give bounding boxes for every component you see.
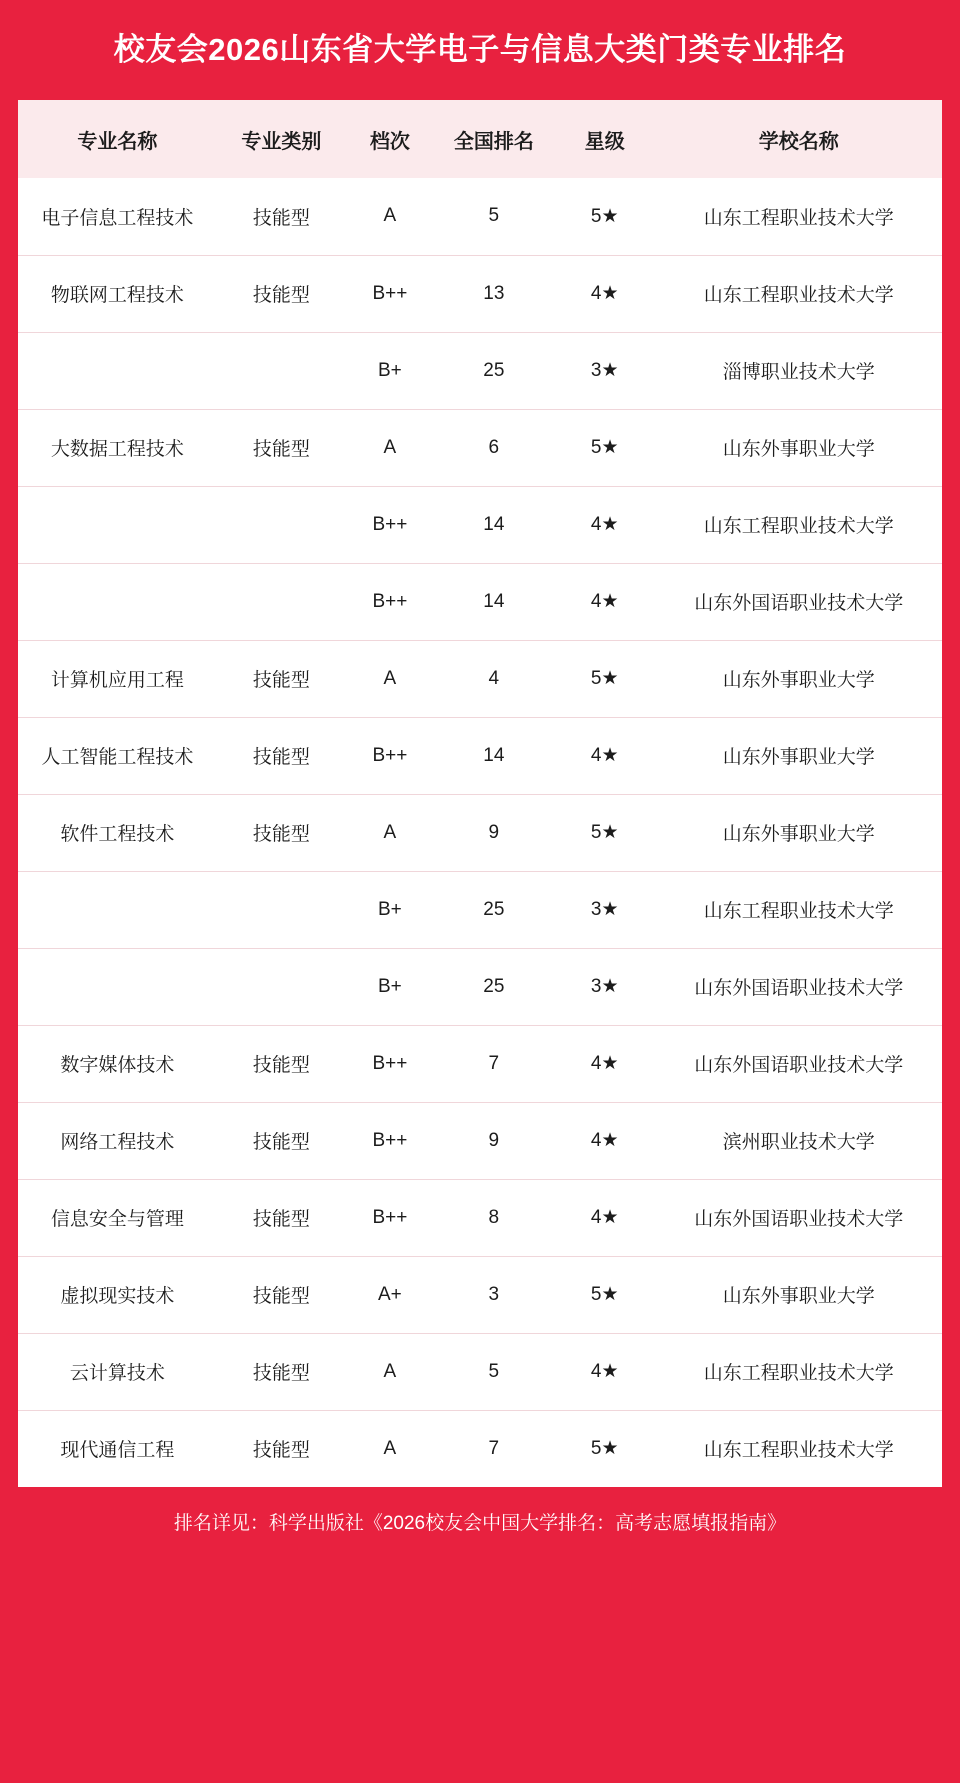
page-title-bar [0, 0, 960, 100]
cell-category [217, 332, 346, 409]
cell-category [217, 563, 346, 640]
table-row [18, 178, 942, 255]
cell-stars: 5★ [554, 794, 656, 871]
cell-grade: A [346, 640, 434, 717]
cell-school: 山东外事职业大学 [656, 717, 942, 794]
cell-school: 山东工程职业技术大学 [656, 1333, 942, 1410]
cell-school: 山东外国语职业技术大学 [656, 563, 942, 640]
cell-national-rank: 25 [434, 948, 554, 1025]
cell-national-rank: 9 [434, 794, 554, 871]
table-row [18, 409, 942, 486]
cell-national-rank: 25 [434, 871, 554, 948]
cell-major: 计算机应用工程 [18, 640, 217, 717]
cell-school: 山东外事职业大学 [656, 640, 942, 717]
column-header-category: 专业类别 [217, 100, 346, 178]
ranking-table [18, 100, 942, 1487]
cell-school: 淄博职业技术大学 [656, 332, 942, 409]
cell-grade: B+ [346, 332, 434, 409]
table-row [18, 794, 942, 871]
cell-grade: A [383, 1437, 397, 1459]
cell-major: 信息安全与管理 [18, 1179, 217, 1256]
column-header-national-rank: 全国排名 [434, 100, 554, 178]
cell-school: 山东工程职业技术大学 [656, 486, 942, 563]
cell-category: 技能型 [217, 1256, 346, 1333]
table-header [18, 100, 942, 178]
column-header-stars: 星级 [554, 100, 656, 178]
table-row [18, 717, 942, 794]
cell-stars: 4★ [554, 563, 656, 640]
cell-stars: 4★ [554, 486, 656, 563]
table-header-row [18, 100, 942, 178]
cell-category: 技能型 [217, 409, 346, 486]
cell-national-rank: 25 [434, 332, 554, 409]
cell-category [217, 871, 346, 948]
cell-school: 山东工程职业技术大学 [656, 255, 942, 332]
cell-category: 技能型 [217, 640, 346, 717]
cell-school: 山东外国语职业技术大学 [656, 1025, 942, 1102]
cell-stars: 3★ [554, 332, 656, 409]
footer-bar [0, 1487, 960, 1555]
column-header-major: 专业名称 [18, 100, 217, 178]
cell-national-rank: 14 [434, 563, 554, 640]
cell-grade: B+ [346, 948, 434, 1025]
table-row [18, 640, 942, 717]
cell-stars: 5★ [554, 1256, 656, 1333]
cell-stars: 4★ [554, 717, 656, 794]
cell-major: 网络工程技术 [18, 1102, 217, 1179]
cell-grade: B++ [346, 717, 434, 794]
cell-national-rank: 4 [434, 640, 554, 717]
column-header-grade: 档次 [346, 100, 434, 178]
cell-school: 山东工程职业技术大学 [703, 1440, 894, 1462]
table-row [18, 332, 942, 409]
cell-stars: 4★ [554, 1333, 656, 1410]
column-header-school: 学校名称 [656, 100, 942, 178]
cell-national-rank: 6 [434, 409, 554, 486]
cell-grade: A+ [346, 1256, 434, 1333]
cell-category: 技能型 [217, 1333, 346, 1410]
cell-grade: B++ [346, 1179, 434, 1256]
cell-stars: 5★ [554, 409, 656, 486]
cell-major: 现代通信工程 [60, 1440, 175, 1462]
table-row [18, 563, 942, 640]
cell-major: 物联网工程技术 [18, 255, 217, 332]
cell-school: 山东工程职业技术大学 [656, 871, 942, 948]
cell-national-rank: 9 [434, 1102, 554, 1179]
cell-stars: 4★ [554, 1179, 656, 1256]
cell-stars: 4★ [554, 255, 656, 332]
cell-major: 数字媒体技术 [18, 1025, 217, 1102]
cell-national-rank: 3 [434, 1256, 554, 1333]
cell-stars: 5★ [554, 178, 656, 255]
cell-major: 云计算技术 [18, 1333, 217, 1410]
cell-major [18, 871, 217, 948]
footer-note: 排名详见：科学出版社《2026校友会中国大学排名：高考志愿填报指南》 [173, 1512, 787, 1534]
cell-category [217, 948, 346, 1025]
ranking-table-container [18, 100, 942, 1487]
cell-category: 技能型 [217, 1179, 346, 1256]
cell-grade: B++ [346, 1102, 434, 1179]
cell-school: 山东工程职业技术大学 [656, 178, 942, 255]
cell-stars: 5★ [554, 640, 656, 717]
cell-major [18, 332, 217, 409]
cell-school: 山东外事职业大学 [656, 794, 942, 871]
cell-major: 虚拟现实技术 [18, 1256, 217, 1333]
cell-grade: B++ [346, 486, 434, 563]
cell-category: 技能型 [252, 1440, 310, 1462]
cell-school: 山东外国语职业技术大学 [656, 1179, 942, 1256]
cell-stars: 4★ [554, 1025, 656, 1102]
page-title: 校友会2026山东省大学电子与信息大类门类专业排名 [113, 32, 847, 68]
table-row [18, 1102, 942, 1179]
cell-stars: 4★ [554, 1102, 656, 1179]
cell-category: 技能型 [217, 1102, 346, 1179]
cell-grade: B+ [346, 871, 434, 948]
cell-national-rank: 7 [434, 1025, 554, 1102]
table-row [18, 1333, 942, 1410]
cell-major: 软件工程技术 [18, 794, 217, 871]
cell-category: 技能型 [217, 255, 346, 332]
table-row [18, 1256, 942, 1333]
cell-major: 人工智能工程技术 [18, 717, 217, 794]
cell-grade: A [346, 178, 434, 255]
table-body [18, 178, 942, 1487]
cell-national-rank: 14 [434, 486, 554, 563]
cell-national-rank: 13 [434, 255, 554, 332]
cell-category: 技能型 [217, 178, 346, 255]
cell-stars: 3★ [554, 871, 656, 948]
cell-grade: A [346, 409, 434, 486]
cell-grade: A [346, 1333, 434, 1410]
cell-major: 大数据工程技术 [18, 409, 217, 486]
cell-school: 滨州职业技术大学 [656, 1102, 942, 1179]
cell-category [217, 486, 346, 563]
cell-school: 山东外事职业大学 [656, 1256, 942, 1333]
cell-major [18, 948, 217, 1025]
cell-grade: B++ [346, 1025, 434, 1102]
table-row [18, 1410, 942, 1487]
cell-national-rank: 14 [434, 717, 554, 794]
cell-national-rank: 7 [488, 1437, 500, 1459]
table-row [18, 948, 942, 1025]
cell-grade: B++ [346, 255, 434, 332]
cell-national-rank: 8 [434, 1179, 554, 1256]
cell-category: 技能型 [217, 794, 346, 871]
cell-grade: B++ [346, 563, 434, 640]
cell-stars: 5★ [590, 1438, 619, 1460]
cell-category: 技能型 [217, 1025, 346, 1102]
cell-major: 电子信息工程技术 [18, 178, 217, 255]
cell-grade: A [346, 794, 434, 871]
cell-major [18, 563, 217, 640]
cell-national-rank: 5 [434, 1333, 554, 1410]
cell-school: 山东外事职业大学 [656, 409, 942, 486]
table-row [18, 1025, 942, 1102]
table-row [18, 255, 942, 332]
cell-national-rank: 5 [434, 178, 554, 255]
table-row [18, 1179, 942, 1256]
cell-category: 技能型 [217, 717, 346, 794]
cell-major [18, 486, 217, 563]
table-row [18, 486, 942, 563]
cell-stars: 3★ [554, 948, 656, 1025]
cell-school: 山东外国语职业技术大学 [656, 948, 942, 1025]
table-row [18, 871, 942, 948]
